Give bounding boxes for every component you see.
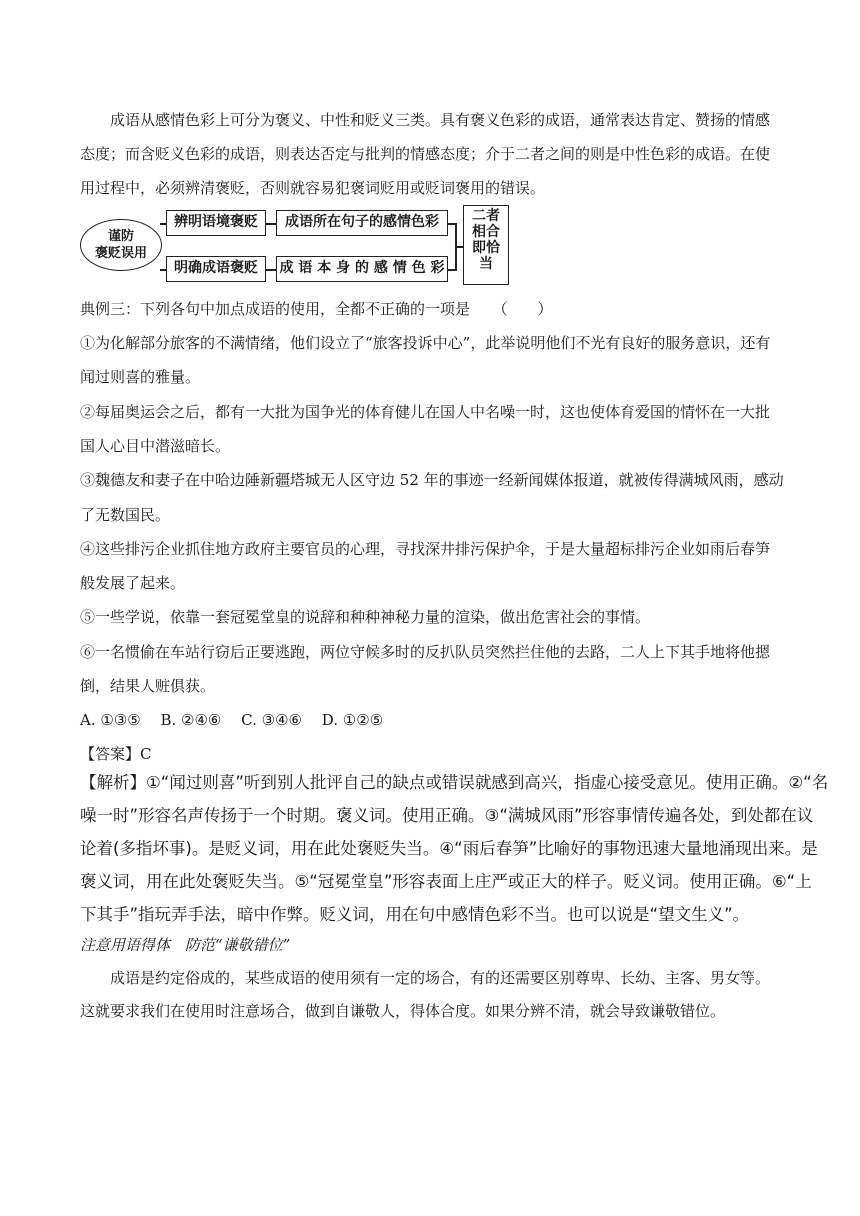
box-result xyxy=(463,205,509,285)
analysis-line-2: 噪一时”形容名声传扬于一个时期。褒义词。使用正确。③“满城风雨”形容事情传遍各处，到处都在议 xyxy=(80,806,814,825)
question-item-4-line-1: ④这些排污企业抓住地方政府主要官员的心理，寻找深井排污保护伞，于是大量超标排污企业如雨后春笋 xyxy=(80,540,771,558)
question-item-5-line-1: ⑤一些学说，依靠一套冠冕堂皇的说辞和种种神秘力量的渲染，做出危害社会的事情。 xyxy=(80,608,651,626)
question-item-2-line-2: 国人心目中潜滋暗长。 xyxy=(80,437,231,455)
result-line-3: 即恰 xyxy=(472,240,500,256)
box-idiom-color: 成 语 本 身 的 感 情 色 彩 xyxy=(276,256,448,282)
question-stem: 典例三：下列各句中加点成语的使用，全都不正确的一项是 （ ） xyxy=(80,300,553,318)
section-line-2: 这就要求我们在使用时注意场合，做到自谦敬人，得体合度。如果分辨不清，就会导致谦敬错位。 xyxy=(80,1002,726,1020)
intro-line-2: 态度；而含贬义色彩的成语，则表达否定与批判的情感态度；介于二者之间的则是中性色彩的成语。在使 xyxy=(80,145,771,163)
analysis-line-5: 下其手”指玩弄手法，暗中作弊。贬义词，用在句中感情色彩不当。也可以说是“望文生义”。 xyxy=(80,905,750,924)
question-item-2-line-1: ②每届奥运会之后，都有一大批为国争光的体育健儿在国人中名噪一时，这也使体育爱国的情怀在一大批 xyxy=(80,403,771,421)
analysis-line-3: 论着(多指坏事)。是贬义词，用在此处褒贬失当。④“雨后春笋”比喻好的事物迅速大量地涌现出来。是 xyxy=(80,839,818,858)
result-line-4: 当 xyxy=(479,256,493,272)
oval-line-2: 褒贬误用 xyxy=(94,246,147,261)
question-item-4-line-2: 般发展了起来。 xyxy=(80,574,186,592)
section-line-1: 成语是约定俗成的，某些成语的使用须有一定的场合，有的还需要区别尊卑、长幼、主客、男女等。 xyxy=(110,969,771,987)
idiom-usage-diagram xyxy=(80,205,520,287)
diagram-oval xyxy=(80,219,162,271)
question-item-6-line-1: ⑥一名惯偷在车站行窃后正要逃跑，两位守候多时的反扒队员突然拦住他的去路，二人上下其手地将他摁 xyxy=(80,643,771,661)
analysis-line-1: 【解析】①“闻过则喜”听到别人批评自己的缺点或错误就感到高兴，指虚心接受意见。使用正确。②“名 xyxy=(80,773,829,792)
intro-line-1: 成语从感情色彩上可分为褒义、中性和贬义三类。具有褒义色彩的成语，通常表达肯定、赞扬的情感 xyxy=(110,111,771,129)
intro-line-3: 用过程中，必须辨清褒贬，否则就容易犯褒词贬用或贬词褒用的错误。 xyxy=(80,179,546,197)
section-heading: 注意用语得体 防范“谦敬错位” xyxy=(80,936,291,954)
question-item-3-line-1: ③魏德友和妻子在中哈边陲新疆塔城无人区守边 52 年的事迹一经新闻媒体报道，就被传得满城风雨，感动 xyxy=(80,471,784,489)
oval-line-1: 谨防 xyxy=(107,229,134,244)
question-item-1-line-1: ①为化解部分旅客的不满情绪，他们设立了“旅客投诉中心”，此举说明他们不光有良好的服务意识，还有 xyxy=(80,334,771,352)
box-sentence-color: 成语所在句子的感情色彩 xyxy=(276,210,448,236)
connector xyxy=(455,246,463,248)
analysis-line-4: 褒义词，用在此处褒贬失当。⑤“冠冕堂皇”形容表面上庄严或正大的样子。贬义词。使用正确。⑥“上 xyxy=(80,872,812,891)
question-item-1-line-2: 闻过则喜的雅量。 xyxy=(80,368,201,386)
question-item-3-line-2: 了无数国民。 xyxy=(80,506,171,524)
result-line-1: 二者 xyxy=(472,208,500,224)
connector xyxy=(266,269,276,271)
result-line-2: 相合 xyxy=(472,224,500,240)
box-context-judgement: 辨明语境褒贬 xyxy=(166,210,266,236)
question-options: A. ①③⑤ B. ②④⑥ C. ③④⑥ D. ①②⑤ xyxy=(80,711,384,729)
connector xyxy=(266,223,276,225)
question-item-6-line-2: 倒，结果人赃俱获。 xyxy=(80,677,216,695)
box-idiom-judgement: 明确成语褒贬 xyxy=(166,256,266,282)
answer-label: 【答案】C xyxy=(80,745,152,763)
